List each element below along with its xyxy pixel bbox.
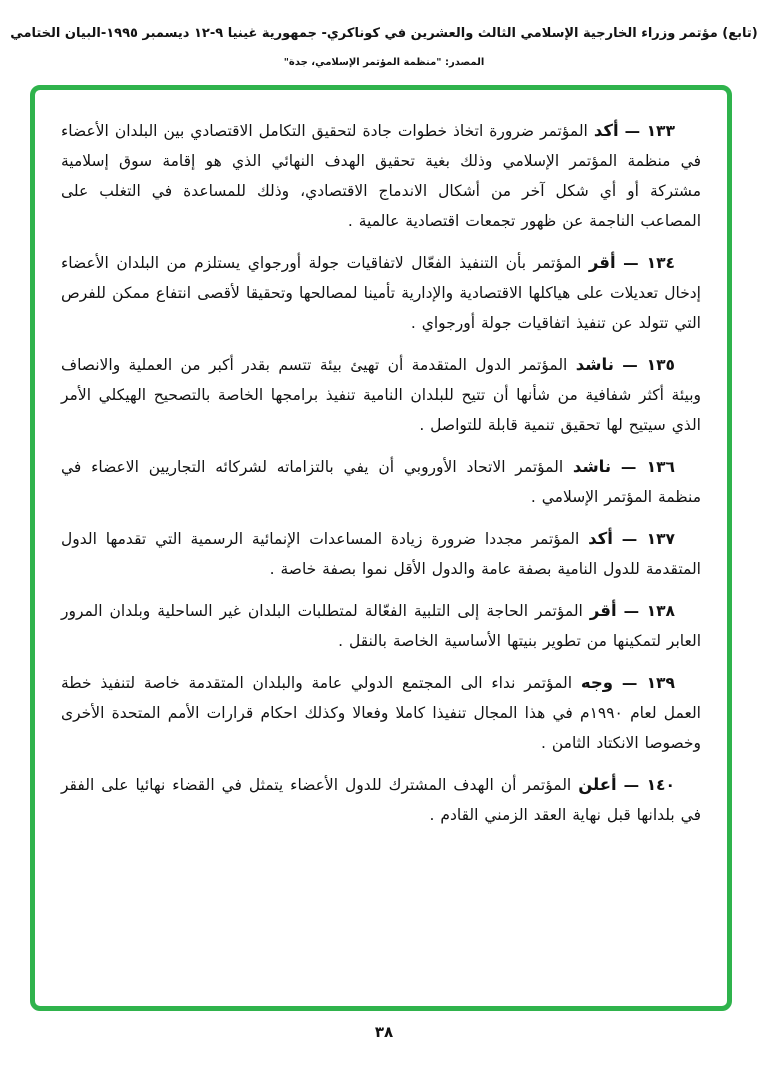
paragraph-text: المؤتمر الاتحاد الأوروبي أن يفي بالتزاماته لشركائه التجاريين الاعضاء في منظمة المؤتمر الإسلامي .	[61, 457, 701, 506]
paragraph-lead-word: أقر	[589, 600, 617, 620]
paragraph-lead-word: أكد	[593, 120, 619, 140]
paragraph-3	[61, 350, 701, 440]
paragraph-text: المؤتمر الدول المتقدمة أن تهيئ بيئة تتسم بقدر أكبر من العملية والانصاف وبيئة أكثر شفافية من شأنها أن تتيح للبلدان النامية تنفيذ برامجها الخاصة بالتصحيح الهيكلي الأمر الذي سيتيح لها تحقيق تنمية قابلة للتواصل .	[61, 355, 701, 434]
paragraph-text: المؤتمر ضرورة اتخاذ خطوات جادة لتحقيق التكامل الاقتصادي بين البلدان الأعضاء في منظمة المؤتمر الإسلامي وذلك بغية تحقيق الهدف النهائي الذي هو إقامة سوق إسلامية مشتركة أو أي شكل آخر من أشكال الاندماج الاقتصادي، وذلك للمساعدة في التغلب على المصاعب الناجمة عن ظهور تجمعات اقتصادية عالمية .	[61, 121, 701, 230]
paragraph-lead-word: أقر	[588, 252, 616, 272]
paragraph-7	[61, 668, 701, 758]
paragraph-text: المؤتمر الحاجة إلى التلبية الفعّالة لمتطلبات البلدان غير الساحلية وبلدان المرور العابر لتمكينها من تطوير بنيتها الأساسية الخاصة بالنقل .	[61, 601, 701, 650]
paragraph-list	[61, 116, 701, 830]
paragraph-number: ١٤٠ —	[623, 775, 675, 794]
paragraph-number: ١٣٧ —	[621, 529, 675, 548]
document-header	[0, 0, 768, 68]
paragraph-number: ١٣٨ —	[623, 601, 675, 620]
paragraph-lead-word: ناشد	[575, 354, 614, 374]
paragraph-lead-word: وجه	[580, 672, 614, 692]
paragraph-text: المؤتمر أن الهدف المشترك للدول الأعضاء يتمثل في القضاء نهائيا على الفقر في بلدانها قبل نهاية العقد الزمني القادم .	[61, 775, 701, 824]
paragraph-lead-word: أكد	[588, 528, 613, 548]
paragraph-5	[61, 524, 701, 584]
document-title: (تابع) مؤتمر وزراء الخارجية الإسلامي الثالث والعشرين في كوناكري- جمهورية غينيا ٩-١٢ ديسمبر ١٩٩٥-البيان الختامي	[10, 26, 758, 41]
paragraph-2	[61, 248, 701, 338]
paragraph-number: ١٣٣ —	[624, 121, 675, 140]
paragraph-text: المؤتمر بأن التنفيذ الفعّال لاتفاقيات جولة أورجواي يستلزم من البلدان الأعضاء إدخال تعديلات على هياكلها الاقتصادية والإدارية تأمينا لمصالحها وتحقيقا لأقصى انتفاع ممكن للفرص التي تتولد عن تنفيذ اتفاقيات جولة أورجواي .	[61, 253, 701, 332]
paragraph-lead-word: ناشد	[572, 456, 612, 476]
paragraph-text: المؤتمر مجددا ضرورة زيادة المساعدات الإنمائية الرسمية التي تقدمها الدول المتقدمة للدول النامية بصفة عامة والدول الأقل نموا بصفة خاصة .	[61, 529, 701, 578]
paragraph-number: ١٣٥ —	[622, 355, 676, 374]
paragraph-text: المؤتمر نداء الى المجتمع الدولي عامة والبلدان المتقدمة خاصة لتنفيذ خطة العمل لعام ١٩٩٠م في هذا المجال تنفيذا كاملا وفعالا وكذلك احكام قرارات الأمم المتحدة الأخرى وخصوصا الانكتاد الثامن .	[61, 673, 701, 752]
paragraph-4	[61, 452, 701, 512]
paragraph-number: ١٣٦ —	[620, 457, 675, 476]
paragraph-number: ١٣٩ —	[621, 673, 675, 692]
green-border-content-box	[30, 85, 732, 1011]
paragraph-6	[61, 596, 701, 656]
paragraph-8	[61, 770, 701, 830]
paragraph-lead-word: أعلن	[578, 774, 617, 794]
paragraph-number: ١٣٤ —	[623, 253, 676, 272]
document-source-line: المصدر: "منظمة المؤتمر الإسلامي، جدة"	[283, 56, 485, 68]
paragraph-1	[61, 116, 701, 236]
page-number: ٣٨	[374, 1022, 394, 1041]
